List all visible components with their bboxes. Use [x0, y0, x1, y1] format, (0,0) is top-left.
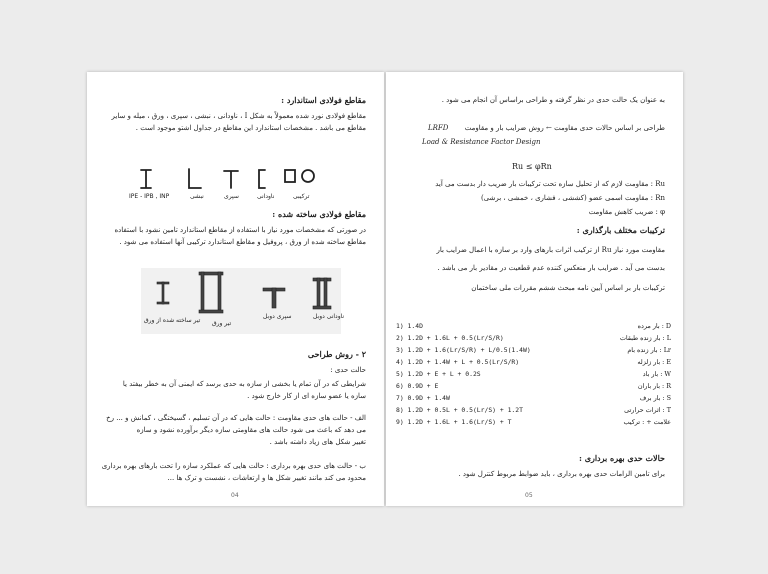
- built-sections-sketch: [141, 268, 341, 334]
- title-line: به عنوان یک حالت حدی در نظر گرفته و طراحی براساس آن انجام می شود .: [441, 96, 665, 104]
- paragraph-line: محدود می کند مانند تغییر شکل ها و ارتعاشات ، نشست و ترک ها ...: [167, 474, 366, 482]
- load-combination: 2) 1.2D + 1.6L + 0.5(Lr/S/R): [396, 334, 504, 342]
- load-definition: T : اثرات حرارتی: [624, 406, 671, 414]
- load-combination: 8) 1.2D + 0.5L + 0.5(Lr/S) + 1.2T: [396, 406, 523, 414]
- paragraph-line: بدست می آید . ضرایب بار منعکس کننده عدم قطعیت در مقادیر بار می باشد .: [437, 264, 665, 272]
- paragraph-line: مقاطع ساخته شده از ورق ، پروفیل و مقاطع استاندارد ترکیبی آنها استفاده می شود .: [119, 238, 366, 246]
- definition-line: φ : ضریب کاهش مقاومت: [588, 208, 665, 216]
- load-definition: E : بار زلزله: [637, 358, 671, 366]
- shape-label: ترکیبی: [293, 193, 310, 200]
- box-icon: [285, 170, 295, 182]
- method-full: Load & Resistance Factor Design: [422, 138, 541, 146]
- paragraph-line: در صورتی که مشخصات مورد نیاز با استفاده از مقاطع استاندارد تامین نشود با استفاده: [114, 226, 366, 234]
- i-beam-icon: [141, 170, 151, 188]
- paragraph-line: می دهد که باعث می شود حالت های مقاومتی سازه دیگر برآورده نشود و سازه: [136, 426, 366, 434]
- paragraph-line: سازه یا عضو سازه ای از کار خارج شود .: [247, 392, 366, 400]
- built-label: تیر ساخته شده از ورق: [144, 317, 201, 324]
- load-combination: 5) 1.2D + E + L + 0.2S: [396, 370, 481, 378]
- load-combination: 7) 0.9D + 1.4W: [396, 394, 450, 402]
- built-label: سپری دوبل: [263, 313, 292, 320]
- shape-label: IPE - IPB , INP: [129, 193, 170, 200]
- paragraph-line: ب - حالت های حدی بهره برداری : حالت هایی که عملکرد سازه را تحت بارهای بهره برداری: [101, 462, 366, 470]
- left-page: [87, 72, 384, 506]
- load-definition: S : بار برف: [639, 394, 671, 402]
- serviceability-heading: حالات حدی بهره برداری :: [578, 453, 665, 463]
- built-label: ناودانی دوبل: [313, 313, 345, 320]
- subheading: حالت حدی :: [330, 366, 366, 374]
- paragraph-line: مقاطع فولادی نورد شده معمولاً به شکل I ، ناودانی ، نبشی ، سپری ، ورق ، میله و سایر: [111, 112, 366, 120]
- paragraph-line: شرایطی که در آن تمام یا بخشی از سازه به حدی برسد که ایمنی آن به خطر بیفتد یا: [122, 380, 366, 388]
- tee-icon: [224, 171, 238, 188]
- load-definition: Lr : بار زنده بام: [627, 346, 671, 354]
- paragraph-line: الف - حالت های حدی مقاومت : حالت هایی که در آن تسلیم ، گسیختگی ، کمانش و ... رخ: [106, 414, 366, 422]
- load-combination: 6) 0.9D + E: [396, 382, 439, 390]
- paragraph-line: مقاومت مورد نیاز Ru از ترکیب اثرات بارهای وارد بر سازه با اعمال ضرایب بار: [436, 246, 665, 254]
- shape-label: سپری: [224, 193, 239, 200]
- method-abbr: LRFD: [428, 124, 449, 132]
- angle-icon: [189, 169, 201, 188]
- section-title: ۲ - روش طراحی: [307, 349, 366, 359]
- load-combination: 3) 1.2D + 1.6(Lr/S/R) + L/0.5(1.4W): [396, 346, 531, 354]
- load-definition: علامت + : ترکیب: [623, 418, 671, 426]
- paragraph-line: مقاطع می باشد . مشخصات استاندارد این مقاطع در جداول اشتو موجود است .: [135, 124, 366, 132]
- paragraph-line: ترکیبات بار بر اساس آیین نامه مبحث ششم مقررات ملی ساختمان: [471, 284, 665, 292]
- load-definition: L : بار زنده طبقات: [619, 334, 671, 342]
- page-number: 04: [231, 492, 239, 499]
- heading-standard-sections: مقاطع فولادی استاندارد :: [281, 95, 366, 105]
- shape-label: ناودانی: [257, 193, 275, 200]
- standard-shapes-sketch: [127, 164, 347, 196]
- channel-icon: [259, 170, 265, 188]
- load-combination: 9) 1.2D + 1.6L + 1.6(Lr/S) + T: [396, 418, 512, 426]
- right-page: [386, 72, 683, 506]
- method-label: طراحی بر اساس حالات حدی مقاومت ← روش ضرایب بار و مقاومت: [464, 124, 665, 132]
- paragraph-line: تغییر شکل های زیاد داشته باشد .: [269, 438, 366, 446]
- combinations-heading: ترکیبات مختلف بارگذاری :: [576, 225, 665, 235]
- load-combination: 1) 1.4D: [396, 322, 423, 330]
- built-label: تیر ورق: [212, 320, 232, 327]
- shape-label: نبشی: [190, 193, 204, 200]
- built-sections-figure: [141, 268, 341, 334]
- load-definition: R : بار باران: [637, 382, 671, 390]
- load-definition: W : بار باد: [642, 370, 671, 378]
- load-definition: D : بار مرده: [637, 322, 671, 330]
- definition-line: Ru : مقاومت لازم که از تحلیل سازه تحت ترکیبات بار ضریب دار بدست می آید: [435, 180, 665, 188]
- load-combination: 4) 1.2D + 1.4W + L + 0.5(Lr/S/R): [396, 358, 520, 366]
- pipe-icon: [302, 170, 314, 182]
- page-number: 05: [525, 492, 533, 499]
- heading-built-sections: مقاطع فولادی ساخته شده :: [272, 209, 366, 219]
- design-formula: Ru ≤ φRn: [512, 162, 552, 171]
- definition-line: Rn : مقاومت اسمی عضو (کششی ، فشاری ، خمشی ، برشی): [480, 194, 665, 202]
- paragraph-line: برای تامین الزامات حدی بهره برداری ، باید ضوابط مربوط کنترل شود .: [458, 470, 665, 478]
